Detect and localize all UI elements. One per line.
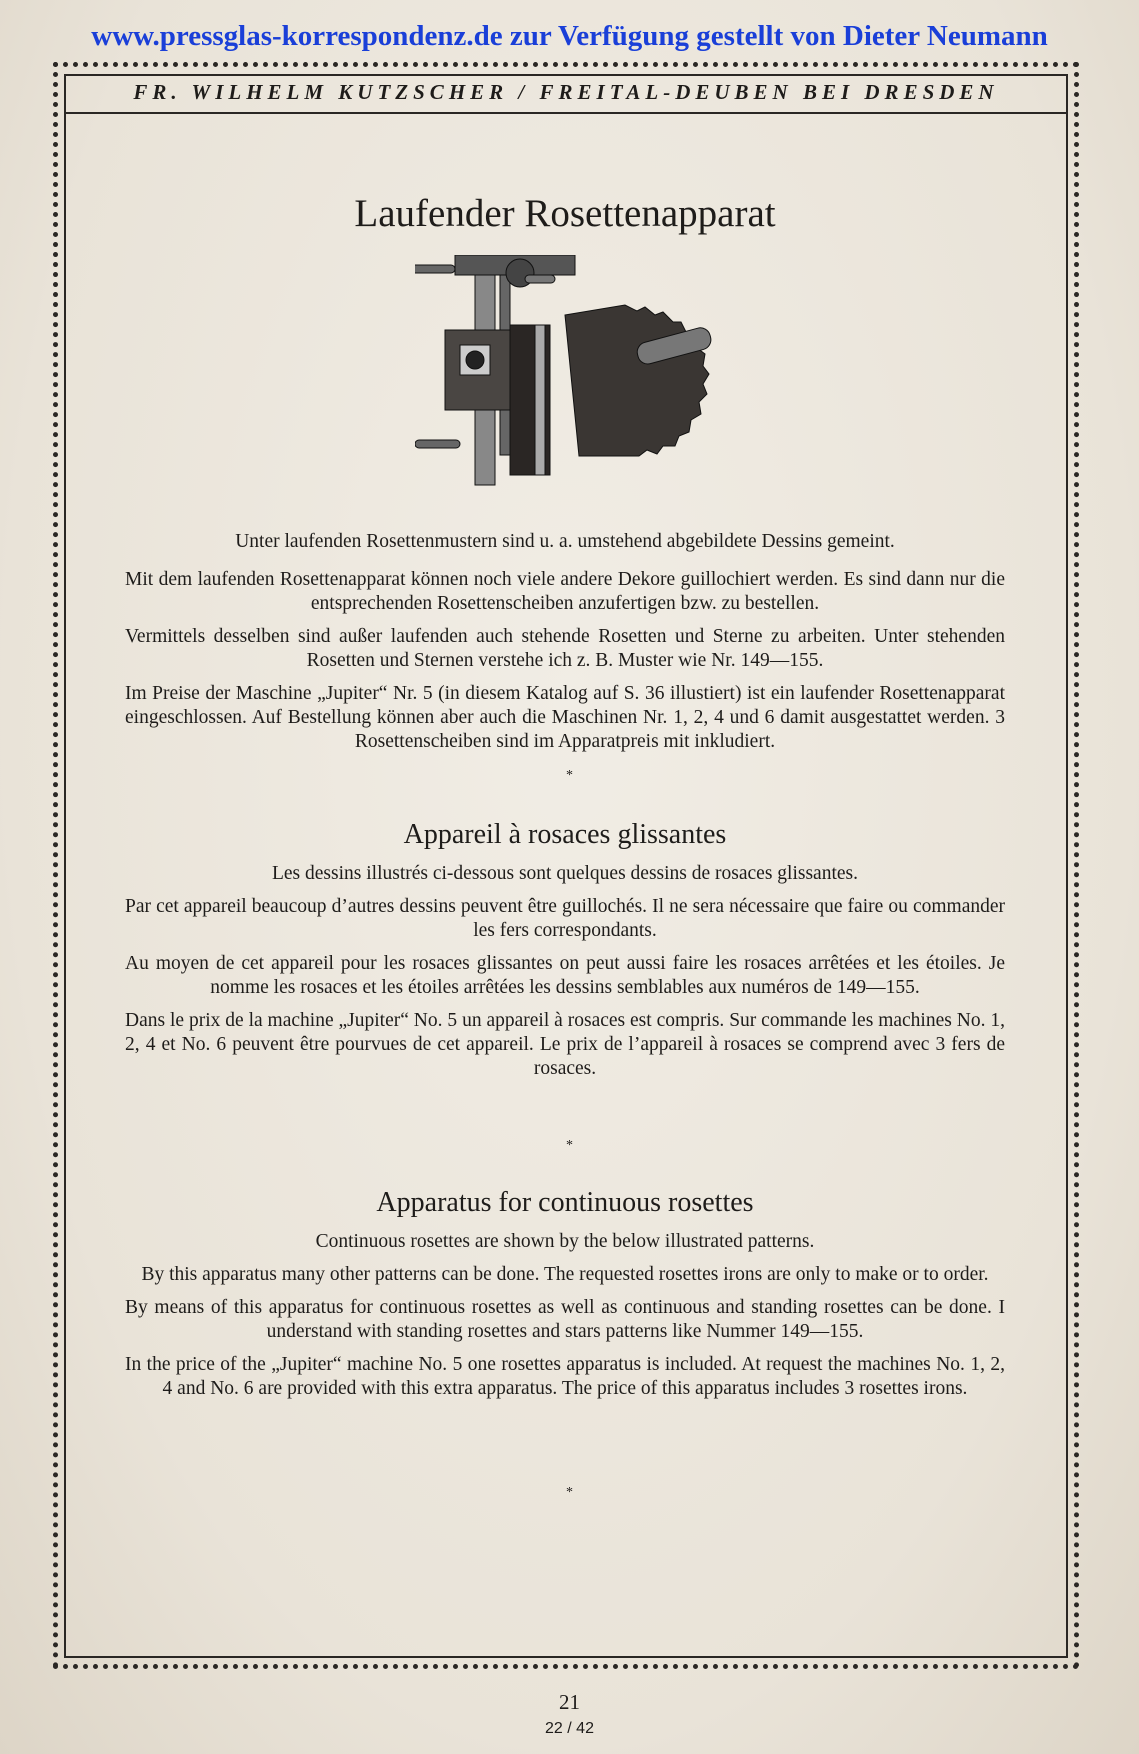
german-paragraph: Vermittels desselben sind außer laufenden auch stehende Rosetten und Sterne zu arbeiten. Unter stehenden Rosetten und Sternen verstehe ich z. B. Muster wie Nr. 149—155. [125,626,1005,671]
french-section [125,818,1005,1090]
english-paragraph: By this apparatus many other patterns can be done. The requested rosettes irons are only to make or to order. [141,1264,989,1285]
german-paragraph: Unter laufenden Rosettenmustern sind u. a. umstehend abgebildete Dessins gemeint. [235,531,895,552]
german-paragraph: Im Preise der Maschine „Jupiter“ Nr. 5 (in diesem Katalog auf S. 36 illustiert) ist ein laufender Rosettenapparat eingeschlossen. Auf Bestellung können aber auch die Maschinen Nr. 1, 2, 4 und 6 damit ausgestattet werden. 3 Rosettenscheiben sind im Apparatpreis mit inkludiert. [125,683,1005,752]
german-title-block [125,192,1005,236]
english-paragraph: In the price of the „Jupiter“ machine No. 5 one rosettes apparatus is included. At request the machines No. 1, 2, 4 and No. 6 are provided with this extra apparatus. The price of this apparatus includes 3 rosettes irons. [125,1354,1005,1399]
english-title: Apparatus for continuous rosettes [376,1187,754,1218]
french-paragraph: Les dessins illustrés ci-dessous sont quelques dessins de rosaces glissantes. [271,863,858,884]
separator-star: * [566,1485,573,1500]
english-paragraph: Continuous rosettes are shown by the below illustrated patterns. [315,1231,815,1252]
german-paragraph: Mit dem laufenden Rosettenapparat können noch viele andere Dekore guillochiert werden. Es sind dann nur die entsprechenden Rosettenscheiben anzufertigen bzw. zu bestellen. [125,569,1005,614]
french-paragraph: Par cet appareil beaucoup d’autres dessins peuvent être guillochés. Il ne sera nécessaire que faire ou commander les fers correspondants. [125,896,1005,941]
french-paragraph: Dans le prix de la machine „Jupiter“ No. 5 un appareil à rosaces est compris. Sur commande les machines No. 1, 2, 4 et No. 6 peuvent être pourvues de cet appareil. Le prix de l’appareil à rosaces se comprend avec 3 fers de rosaces. [125,1010,1005,1079]
header-rule [66,112,1066,114]
page-number: 21 [559,1690,580,1714]
german-section [125,530,1005,763]
english-paragraph: By means of this apparatus for continuous rosettes as well as continuous and standing rosettes can be done. I understand with standing rosettes and stars patterns like Nummer 149—155. [125,1297,1005,1342]
company-header: FR. WILHELM KUTZSCHER / FREITAL-DEUBEN BEI DRESDEN [133,80,999,104]
pdf-page-indicator: 22 / 42 [545,1720,594,1737]
rosette-apparatus-illustration [415,255,715,510]
separator-star: * [566,768,573,783]
german-title: Laufender Rosettenapparat [354,192,776,235]
source-watermark-link[interactable]: www.pressglas-korrespondenz.de zur Verfügung gestellt von Dieter Neumann [91,20,1048,52]
english-section [125,1186,1005,1410]
french-title: Appareil à rosaces glissantes [403,819,727,850]
separator-star: * [566,1138,573,1153]
french-paragraph: Au moyen de cet appareil pour les rosaces glissantes on peut aussi faire les rosaces arrêtées et les étoiles. Je nomme les rosaces et les étoiles arrêtées les dessins semblables aux numéros de 149—155. [125,953,1005,998]
